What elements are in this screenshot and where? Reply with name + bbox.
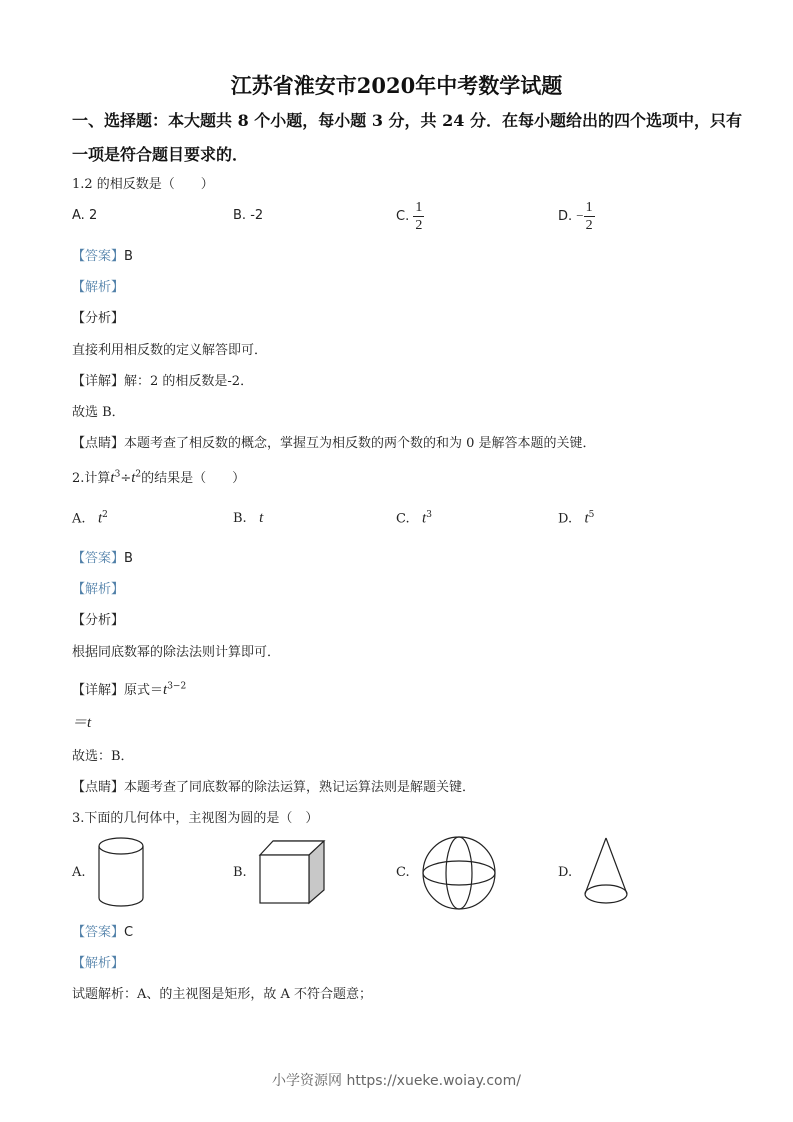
detail-label: 【详解】	[72, 683, 125, 698]
detail-label: 【详解】	[72, 374, 125, 389]
answer-value: B	[124, 551, 133, 566]
option-letter: A.	[72, 511, 86, 527]
detail-text: 解：2 的相反数是-2．	[124, 374, 254, 389]
option-letter: B.	[233, 511, 247, 526]
q2-option-c	[396, 510, 432, 527]
divide-operator: ÷	[120, 471, 132, 486]
cone-icon	[582, 836, 630, 908]
q2-option-a	[72, 510, 108, 527]
q3-answer	[72, 921, 133, 940]
exponent: 2	[135, 469, 142, 480]
q1-analysis-label: 【解析】	[72, 280, 125, 295]
answer-value: B	[124, 249, 133, 264]
fraction: $\frac{1}{2}$	[415, 200, 423, 233]
base: t	[97, 510, 103, 527]
base: t	[110, 470, 115, 486]
q2-choose: 故选：B．	[72, 749, 134, 764]
q1-detail	[72, 370, 253, 389]
q2-comment	[72, 776, 475, 795]
q2-step2: ＝t	[72, 715, 92, 731]
section-heading-line2: 一项是符合题目要求的．	[72, 145, 249, 164]
comment-label: 【点睛】	[72, 780, 125, 795]
document-title: 江苏省淮安市2020年中考数学试题	[230, 73, 563, 98]
q2-detail	[72, 679, 186, 699]
base: t	[422, 510, 427, 527]
cylinder-icon	[95, 836, 147, 910]
section-heading-line1: 一、选择题：本大题共 8 个小题，每小题 3 分，共 24 分．在每小题给出的四个选项中，只有	[72, 111, 742, 130]
q1-stem: 1.2 的相反数是（ ）	[72, 177, 214, 192]
q3-explain: 试题解析：A、的主视图是矩形，故 A 不符合题意；	[72, 987, 373, 1002]
minus-sign: −	[576, 208, 584, 223]
q2-fenxi-label: 【分析】	[72, 613, 125, 628]
exponent: 3	[114, 469, 121, 480]
q1-option-d	[558, 199, 595, 234]
q2-option-d	[558, 510, 594, 527]
comment-text: 本题考查了相反数的概念，掌握互为相反数的两个数的和为 0 是解答本题的关键．	[124, 436, 596, 451]
sphere-icon	[421, 834, 497, 912]
q1-choose: 故选 B．	[72, 405, 125, 420]
q3-stem: 3.下面的几何体中，主视图为圆的是（ ）	[72, 811, 319, 826]
q3-analysis-label: 【解析】	[72, 956, 125, 971]
exponent: 3	[426, 510, 432, 520]
q3-option-b-label: B.	[233, 865, 247, 880]
option-letter: C.	[396, 511, 410, 527]
q1-option-c	[396, 199, 424, 234]
option-letter: A.	[72, 208, 85, 223]
option-letter: D.	[558, 209, 573, 224]
fraction: $\frac{1}{2}$	[585, 200, 593, 233]
q3-option-d-label: D.	[558, 865, 573, 880]
q1-fenxi-text: 直接利用相反数的定义解答即可．	[72, 343, 268, 358]
q1-fenxi-label: 【分析】	[72, 311, 125, 326]
option-letter: B.	[233, 208, 247, 223]
base: t	[163, 682, 168, 698]
answer-label: 【答案】	[72, 925, 125, 940]
option-letter: D.	[558, 511, 573, 527]
stem-prefix: 2.计算	[72, 471, 111, 486]
q1-comment	[72, 432, 596, 451]
detail-prefix: 原式＝	[124, 683, 164, 698]
exponent: 2	[102, 510, 108, 520]
q1-option-a	[72, 208, 97, 223]
answer-label: 【答案】	[72, 249, 125, 264]
q2-answer	[72, 547, 133, 566]
exponent: 3−2	[167, 681, 187, 692]
comment-label: 【点睛】	[72, 436, 125, 451]
q2-fenxi-text: 根据同底数幂的除法法则计算即可．	[72, 645, 281, 660]
comment-text: 本题考查了同底数幂的除法运算，熟记运算法则是解题关键．	[124, 780, 476, 795]
cube-icon	[258, 840, 330, 906]
q2-stem	[72, 467, 245, 487]
base: t	[259, 510, 264, 526]
answer-label: 【答案】	[72, 551, 125, 566]
stem-suffix: 的结果是（ ）	[141, 471, 246, 486]
q2-analysis-label: 【解析】	[72, 582, 125, 597]
q3-option-c-label: C.	[396, 865, 410, 880]
option-value: 2	[88, 208, 98, 223]
base: t	[131, 470, 136, 486]
base: t	[584, 510, 589, 527]
answer-value: C	[124, 925, 134, 940]
q1-option-b	[233, 208, 263, 223]
q1-answer	[72, 245, 133, 264]
option-value: -2	[250, 208, 264, 223]
footer-watermark: 小学资源网 https://xueke.woiay.com/	[272, 1073, 521, 1089]
q2-option-b	[233, 510, 263, 527]
option-letter: C.	[396, 209, 410, 224]
exponent: 5	[588, 510, 595, 520]
q3-option-a-label: A.	[72, 865, 86, 880]
